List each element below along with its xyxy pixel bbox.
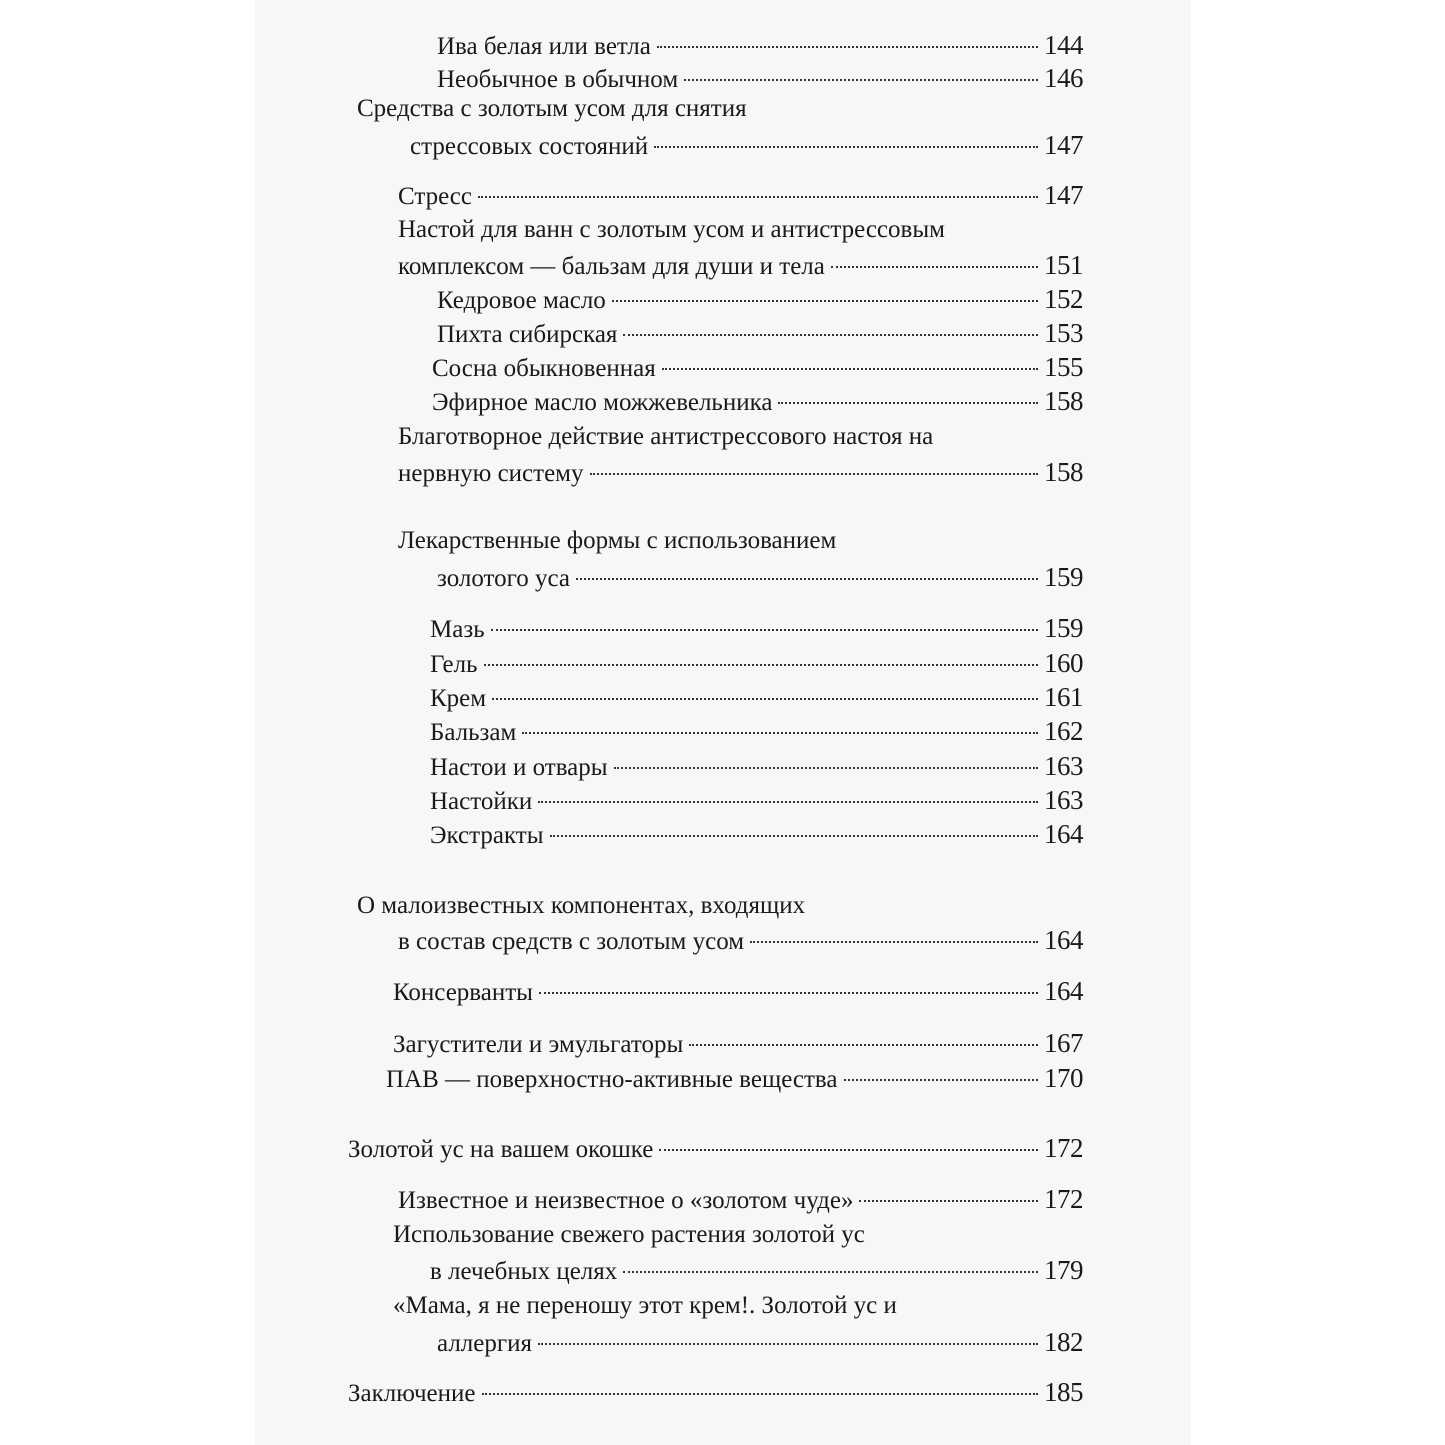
- toc-page-number: 167: [1044, 1028, 1083, 1058]
- toc-entry-title: в лечебных целях: [430, 1258, 618, 1285]
- toc-entry-title: стрессовых состояний: [410, 133, 649, 160]
- toc-entry-title: комплексом — бальзам для души и тела: [398, 253, 825, 280]
- toc-entry-title: Необычное в обычном: [437, 66, 679, 93]
- toc-page-number: 164: [1044, 976, 1083, 1006]
- dot-leader: [859, 1199, 1038, 1202]
- toc-entry: [393, 976, 1083, 1006]
- toc-page-number: 159: [1044, 613, 1083, 643]
- dot-leader: [662, 367, 1038, 370]
- toc-entry: [430, 785, 1083, 815]
- toc-entry-title: Настойки: [430, 788, 533, 815]
- toc-entry: [430, 648, 1083, 678]
- dot-leader: [482, 1392, 1039, 1395]
- dot-leader: [550, 834, 1039, 837]
- toc-page-number: 152: [1044, 284, 1083, 314]
- toc-entry: [348, 1377, 1083, 1407]
- toc-entry: [437, 284, 1083, 314]
- toc-entry-title: аллергия: [437, 1330, 532, 1357]
- toc-page-number: 164: [1044, 925, 1083, 955]
- toc-entry-title: золотого уса: [437, 565, 571, 592]
- toc-entry-title-line: «Мама, я не переношу этот крем!. Золотой ус и: [393, 1292, 897, 1319]
- toc-entry-title: Мазь: [430, 616, 485, 643]
- toc-entry-title-line: Средства с золотым усом для снятия: [357, 95, 747, 122]
- toc-page-number: 151: [1044, 250, 1083, 280]
- toc-entry: [398, 180, 1083, 210]
- dot-leader: [522, 731, 1038, 734]
- toc-entry: [410, 130, 1083, 160]
- toc-entry-title: Бальзам: [430, 719, 517, 746]
- toc-entry-title: Загустители и эмульгаторы: [393, 1031, 684, 1058]
- toc-entry: [398, 457, 1083, 487]
- toc-entry-title: ПАВ — поверхностно-активные вещества: [386, 1066, 838, 1093]
- dot-leader: [492, 697, 1038, 700]
- dot-leader: [612, 299, 1038, 302]
- toc-page-number: 163: [1044, 785, 1083, 815]
- toc-entry-title: Ива белая или ветла: [437, 33, 651, 60]
- toc-page-number: 146: [1044, 63, 1083, 93]
- dot-leader: [623, 1270, 1038, 1273]
- toc-entry-title-line: О малоизвестных компонентах, входящих: [357, 892, 806, 919]
- toc-entry: [437, 63, 1083, 93]
- toc-entry: [437, 562, 1083, 592]
- toc-entry-title: Консерванты: [393, 979, 533, 1006]
- toc-page-number: 179: [1044, 1255, 1083, 1285]
- toc-entry: [437, 318, 1083, 348]
- dot-leader: [478, 195, 1038, 198]
- toc-entry: [432, 386, 1083, 416]
- dot-leader: [750, 940, 1038, 943]
- toc-entry-title: Настои и отвары: [430, 754, 608, 781]
- dot-leader: [831, 265, 1038, 268]
- dot-leader: [538, 1342, 1038, 1345]
- toc-entry-title: Гель: [430, 651, 478, 678]
- toc-page-number: 153: [1044, 318, 1083, 348]
- toc-entry-title: Пихта сибирская: [437, 321, 618, 348]
- toc-entry-title-line: Использование свежего растения золотой ус: [393, 1221, 865, 1248]
- toc-entry-title: в состав средств с золотым усом: [398, 928, 745, 955]
- toc-entry: [430, 682, 1083, 712]
- toc-entry-title: Эфирное масло можжевельника: [432, 389, 773, 416]
- toc-page-number: 185: [1044, 1377, 1083, 1407]
- toc-entry-title: Золотой ус на вашем окошке: [348, 1136, 654, 1163]
- toc-entry: [348, 1133, 1083, 1163]
- toc-entry: [437, 1327, 1083, 1357]
- toc-entry-title: Экстракты: [430, 822, 544, 849]
- toc-entry-title-line: Настой для ванн с золотым усом и антистрессовым: [398, 216, 945, 243]
- dot-leader: [684, 78, 1038, 81]
- dot-leader: [844, 1078, 1038, 1081]
- toc-page-number: 170: [1044, 1063, 1083, 1093]
- dot-leader: [623, 333, 1038, 336]
- toc-page-number: 182: [1044, 1327, 1083, 1357]
- toc-page-number: 159: [1044, 562, 1083, 592]
- toc-entry-title: Заключение: [348, 1380, 476, 1407]
- toc-entry-title: Известное и неизвестное о «золотом чуде»: [398, 1187, 854, 1214]
- toc-page-number: 158: [1044, 386, 1083, 416]
- toc-entry: [430, 819, 1083, 849]
- toc-page-number: 155: [1044, 352, 1083, 382]
- toc-entry: [430, 1255, 1083, 1285]
- dot-leader: [654, 145, 1038, 148]
- dot-leader: [689, 1043, 1038, 1046]
- toc-page-number: 158: [1044, 457, 1083, 487]
- toc-page-number: 147: [1044, 130, 1083, 160]
- dot-leader: [778, 401, 1038, 404]
- dot-leader: [539, 991, 1038, 994]
- toc-page-number: 162: [1044, 716, 1083, 746]
- toc-entry-title-line: Благотворное действие антистрессового настоя на: [398, 423, 934, 450]
- toc-page-number: 160: [1044, 648, 1083, 678]
- dot-leader: [491, 628, 1038, 631]
- dot-leader: [659, 1148, 1038, 1151]
- toc-entry: [393, 1028, 1083, 1058]
- toc-entry-title: Кедровое масло: [437, 287, 606, 314]
- toc-entry-title: Крем: [430, 685, 487, 712]
- toc-page-number: 147: [1044, 180, 1083, 210]
- dot-leader: [657, 45, 1038, 48]
- toc-entry: [386, 1063, 1083, 1093]
- dot-leader: [484, 663, 1038, 666]
- toc-entry-title: Стресс: [398, 183, 472, 210]
- toc-entry: [430, 613, 1083, 643]
- toc-page-number: 172: [1044, 1133, 1083, 1163]
- toc-entry: [437, 30, 1083, 60]
- toc-entry-title: Сосна обыкновенная: [432, 355, 656, 382]
- toc-entry: [398, 925, 1083, 955]
- toc-page-number: 144: [1044, 30, 1083, 60]
- toc-entry: [432, 352, 1083, 382]
- dot-leader: [614, 766, 1038, 769]
- dot-leader: [590, 472, 1039, 475]
- toc-entry: [430, 716, 1083, 746]
- toc-page-number: 163: [1044, 751, 1083, 781]
- toc-entry: [430, 751, 1083, 781]
- toc-entry: [398, 250, 1083, 280]
- dot-leader: [538, 800, 1038, 803]
- toc-page-number: 172: [1044, 1184, 1083, 1214]
- toc-entry-title: нервную систему: [398, 460, 584, 487]
- toc-entry: [398, 1184, 1083, 1214]
- dot-leader: [576, 577, 1038, 580]
- toc-entry-title-line: Лекарственные формы с использованием: [398, 527, 837, 554]
- toc-page-number: 164: [1044, 819, 1083, 849]
- toc-page-number: 161: [1044, 682, 1083, 712]
